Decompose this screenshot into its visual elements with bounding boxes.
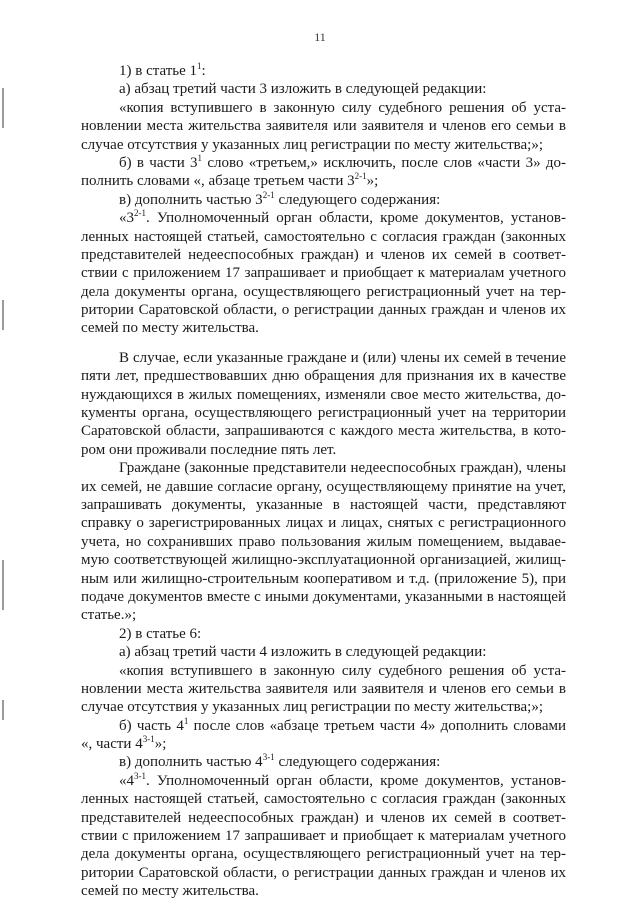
line-text: дела документы органа, осуществляющего регистрационный учет на тер- <box>81 846 566 863</box>
line-text: подаче документов вместе с иными документами, указанными в настоящей <box>81 588 566 605</box>
text-line <box>81 319 566 337</box>
text-line <box>81 117 566 135</box>
line-text: представителей недееспособных граждан) и членов их семей в соответ- <box>81 809 566 826</box>
text-line <box>81 172 566 190</box>
text-line <box>81 301 566 319</box>
line-text: полнить словами «, абзаце третьем части 3 <box>81 173 355 190</box>
line-text: «4 <box>119 772 134 789</box>
line-text: ствии с приложением 17 запрашивает и приобщает к материалам учетного <box>81 828 566 845</box>
text-line <box>81 404 566 422</box>
text-line <box>81 228 566 246</box>
text-line <box>81 735 566 753</box>
line-text: в) дополнить частью 4 <box>119 754 263 771</box>
text-line <box>81 570 566 588</box>
text-line <box>81 478 566 496</box>
line-text-continued: . Уполномоченный орган области, кроме документов, установ- <box>146 772 566 789</box>
text-line <box>81 717 566 735</box>
text-line <box>81 772 566 790</box>
text-line <box>81 80 566 98</box>
line-text: а) абзац третий части 3 изложить в следующей редакции: <box>119 81 487 98</box>
text-line <box>81 154 566 172</box>
text-line <box>81 662 566 680</box>
text-line <box>81 882 566 900</box>
line-text: нуждающихся в жилых помещениях, изменяли свое место жительства, до- <box>81 386 566 403</box>
paragraph-gap <box>81 338 566 349</box>
line-text: Граждане (законные представители недееспособных граждан), члены <box>119 460 566 477</box>
superscript: 2-1 <box>354 171 367 182</box>
line-text: ром они проживали последние пять лет. <box>81 441 337 458</box>
line-text: ленных настоящей статьей, самостоятельно с согласия граждан (законных <box>81 791 566 808</box>
text-line <box>81 191 566 209</box>
superscript: 1 <box>197 152 203 163</box>
text-line <box>81 790 566 808</box>
text-line <box>81 588 566 606</box>
line-text-continued: »; <box>154 736 167 753</box>
text-line <box>81 441 566 459</box>
text-line <box>81 680 566 698</box>
scan-edge-mark <box>2 300 4 330</box>
text-line <box>81 753 566 771</box>
text-line <box>81 422 566 440</box>
line-text: а) абзац третий части 4 изложить в следующей редакции: <box>119 644 487 661</box>
line-text: случае отсутствия у указанных лиц регистрации по месту жительства;»; <box>81 136 543 153</box>
text-line <box>81 698 566 716</box>
superscript: 3-1 <box>134 770 146 781</box>
text-line <box>81 459 566 477</box>
line-text: учета, но сохранивших право пользования жилым помещением, выдавае- <box>81 533 566 550</box>
text-line <box>81 809 566 827</box>
line-text: пяти лет, предшествовавших дню обращения для признания их в качестве <box>81 368 566 385</box>
line-text-continued: »; <box>366 173 379 190</box>
line-text: новлении места жительства заявителя или заявителя и членов его семьи в <box>81 680 566 697</box>
superscript: 3-1 <box>142 734 155 745</box>
text-line <box>81 386 566 404</box>
line-text-continued: . Уполномоченный орган области, кроме документов, установ- <box>146 210 566 227</box>
text-line <box>81 246 566 264</box>
superscript: 3-1 <box>262 752 275 763</box>
text-line <box>81 136 566 154</box>
text-line <box>81 496 566 514</box>
line-text: дела документы органа, осуществляющего регистрационный учет на тер- <box>81 283 566 300</box>
text-line <box>81 62 566 80</box>
text-line <box>81 367 566 385</box>
line-text: ритории Саратовской области, о регистрации данных граждан и членов их <box>81 302 566 319</box>
line-text: их семей, не давшие согласие органу, осуществляющему принятие на учет, <box>81 478 566 495</box>
line-text: семей по месту жительства. <box>81 883 259 900</box>
line-text: «, части 4 <box>81 736 143 753</box>
text-line <box>81 864 566 882</box>
line-text: «копия вступившего в законную силу судебного решения об уста- <box>119 662 566 679</box>
line-text: Саратовской области, запрашиваются с каждого места жительства, в кото- <box>81 423 566 440</box>
text-line <box>81 827 566 845</box>
line-text: мую соответствующей жилищно-эксплуатационной организацией, жилищ- <box>81 552 566 569</box>
line-text-continued: следующего содержания: <box>274 754 441 771</box>
text-line <box>81 264 566 282</box>
line-text: 1) в статье 1 <box>119 63 198 79</box>
text-line <box>81 349 566 367</box>
line-text: б) часть 4 <box>119 717 184 734</box>
line-text-continued: слово «третьем,» исключить, после слов «части 3» до- <box>202 154 566 171</box>
scan-edge-mark <box>2 560 4 610</box>
line-text-continued: после слов «абзаце третьем части 4» дополнить словами <box>188 717 566 734</box>
line-text-continued: следующего содержания: <box>274 191 441 208</box>
scan-edge-mark <box>2 88 4 128</box>
line-text: ленных настоящей статьей, самостоятельно с согласия граждан (законных <box>81 228 566 245</box>
line-text: ным или жилищно-строительным кооперативом и т.д. (приложение 5), при <box>81 570 566 587</box>
scan-edge-mark <box>2 700 4 720</box>
superscript: 1 <box>183 715 189 726</box>
line-text: представителей недееспособных граждан) и членов их семей в соответ- <box>81 246 566 263</box>
line-text: В случае, если указанные граждане и (или) члены их семей в течение <box>119 349 566 366</box>
document-body <box>81 62 566 901</box>
text-line <box>81 209 566 227</box>
line-text: «копия вступившего в законную силу судебного решения об уста- <box>119 99 566 116</box>
superscript: 2-1 <box>262 189 275 200</box>
line-text: в) дополнить частью 3 <box>119 191 263 208</box>
text-line <box>81 283 566 301</box>
page-number: 11 <box>314 30 326 44</box>
line-text: б) в части 3 <box>119 154 198 171</box>
text-line <box>81 99 566 117</box>
line-text-continued: : <box>201 63 206 79</box>
text-line <box>81 845 566 863</box>
line-text: случае отсутствия у указанных лиц регистрации по месту жительства;»; <box>81 699 543 716</box>
text-line <box>81 533 566 551</box>
line-text: новлении места жительства заявителя или заявителя и членов его семьи в <box>81 118 566 135</box>
line-text: статье.»; <box>81 607 137 624</box>
superscript: 1 <box>197 61 202 71</box>
text-line <box>81 514 566 532</box>
line-text: семей по месту жительства. <box>81 320 259 337</box>
text-line <box>81 625 566 643</box>
text-line <box>81 643 566 661</box>
line-text: справку о зарегистрированных лицах и лицах, снятых с регистрационного <box>81 515 566 532</box>
line-text: ствии с приложением 17 запрашивает и приобщает к материалам учетного <box>81 265 566 282</box>
line-text: ритории Саратовской области, о регистрации данных граждан и членов их <box>81 864 566 881</box>
line-text: «3 <box>119 210 134 227</box>
line-text: кументы органа, осуществляющего регистрационный учет на территории <box>81 405 566 422</box>
text-line <box>81 606 566 624</box>
line-text: запрашивать документы, указанные в настоящей части, представляют <box>81 496 566 513</box>
superscript: 2-1 <box>134 208 146 219</box>
line-text: 2) в статье 6: <box>119 625 202 642</box>
text-line <box>81 551 566 569</box>
